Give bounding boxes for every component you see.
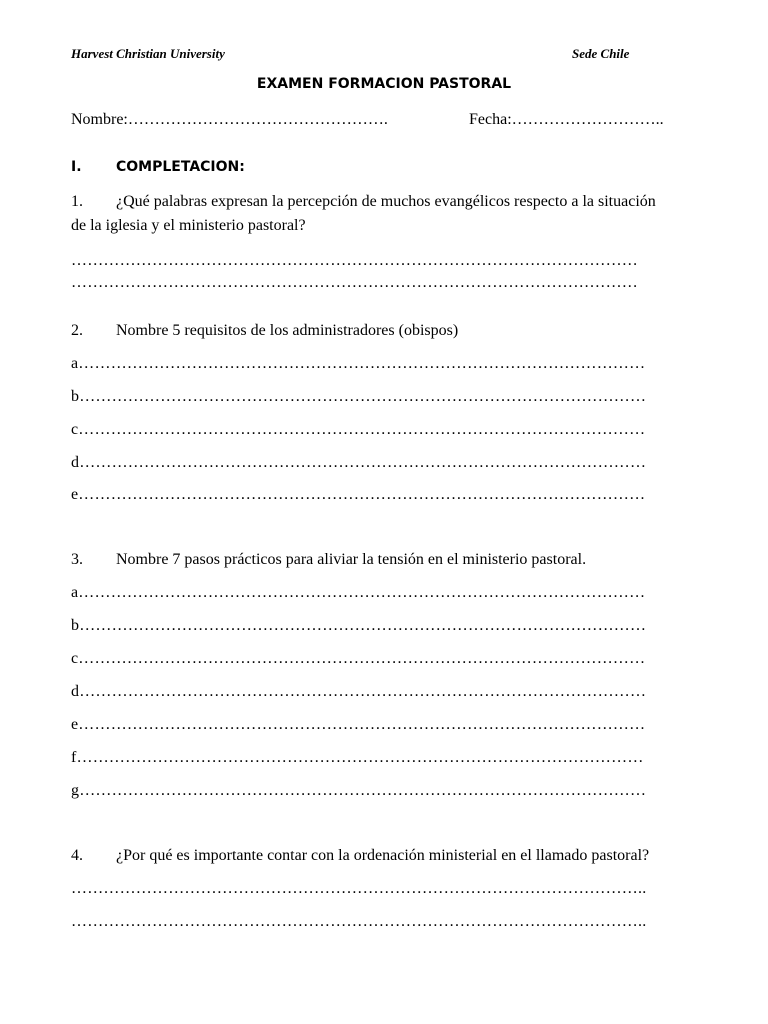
- question-3-text: Nombre 7 pasos prácticos para aliviar la tensión en el ministerio pastoral.: [116, 551, 587, 568]
- fecha-label: Fecha:: [469, 111, 512, 128]
- question-1-text-line1: ¿Qué palabras expresan la percepción de muchos evangélicos respecto a la situación: [116, 193, 656, 210]
- answer-line[interactable]: ……………………………………………………………………………………………: [71, 274, 638, 291]
- answer-line[interactable]: c……………………………………………………………………………………………: [71, 421, 646, 438]
- section-number: I.: [71, 159, 82, 175]
- fecha-blank[interactable]: ………………………..: [511, 111, 664, 128]
- question-2-text: Nombre 5 requisitos de los administradores (obispos): [116, 322, 459, 339]
- answer-line[interactable]: a……………………………………………………………………………………………: [71, 584, 646, 601]
- answer-line[interactable]: d……………………………………………………………………………………………: [71, 454, 647, 471]
- answer-line[interactable]: e……………………………………………………………………………………………: [71, 486, 646, 503]
- nombre-blank[interactable]: ………………………………………….: [127, 111, 388, 128]
- question-4-text: ¿Por qué es importante contar con la ordenación ministerial en el llamado pastoral?: [116, 847, 650, 864]
- question-1-number: 1.: [71, 193, 83, 210]
- answer-line[interactable]: a……………………………………………………………………………………………: [71, 355, 646, 372]
- answer-line[interactable]: d……………………………………………………………………………………………: [71, 683, 647, 700]
- answer-line[interactable]: ……………………………………………………………………………………………..: [71, 880, 647, 897]
- answer-line[interactable]: c……………………………………………………………………………………………: [71, 650, 646, 667]
- question-4-number: 4.: [71, 847, 83, 864]
- answer-line[interactable]: e……………………………………………………………………………………………: [71, 716, 646, 733]
- answer-line[interactable]: g……………………………………………………………………………………………: [71, 782, 647, 799]
- section-title: COMPLETACION:: [116, 159, 245, 175]
- question-2-number: 2.: [71, 322, 83, 339]
- answer-line[interactable]: f……………………………………………………………………………………………: [71, 749, 644, 766]
- answer-line[interactable]: ……………………………………………………………………………………………..: [71, 913, 647, 930]
- answer-line[interactable]: ……………………………………………………………………………………………: [71, 252, 638, 269]
- nombre-field[interactable]: [71, 111, 388, 129]
- page-title: EXAMEN FORMACION PASTORAL: [256, 76, 512, 92]
- answer-line[interactable]: b……………………………………………………………………………………………: [71, 388, 647, 405]
- institution-name: Harvest Christian University: [71, 46, 225, 61]
- fecha-field[interactable]: [469, 111, 664, 129]
- question-3-number: 3.: [71, 551, 83, 568]
- campus-name: Sede Chile: [572, 46, 630, 61]
- nombre-label: Nombre:: [71, 111, 128, 128]
- answer-line[interactable]: b……………………………………………………………………………………………: [71, 617, 647, 634]
- question-1-text-line2: de la iglesia y el ministerio pastoral?: [71, 217, 306, 234]
